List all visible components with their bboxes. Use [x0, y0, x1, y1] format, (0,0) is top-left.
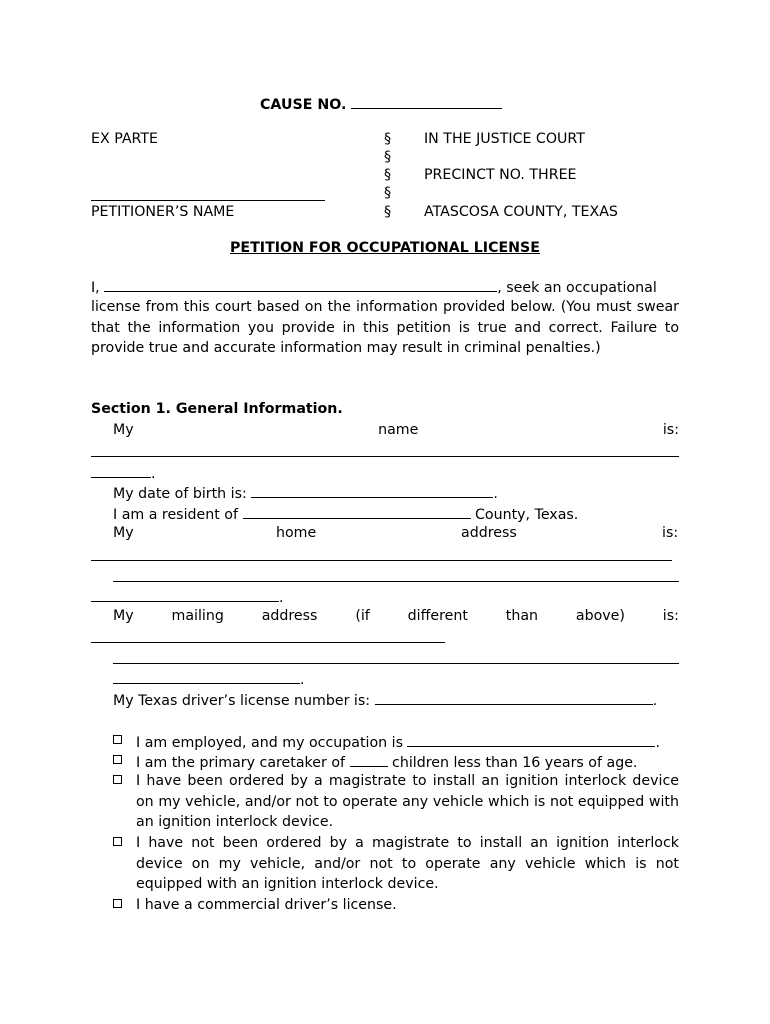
mailing-word: My — [113, 608, 134, 624]
petitioner-name-label: PETITIONER’S NAME — [91, 204, 235, 220]
not-ordered-interlock-label: I have not been ordered by a magistrate to install an ignition interlock device on my vehicle, and/or not to operate any vehicle which is not equipped with an ignition interlock device. — [136, 835, 679, 893]
intro-name-field[interactable] — [104, 276, 497, 292]
dob-label: My date of birth is: — [113, 486, 247, 502]
document-title: PETITION FOR OCCUPATIONAL LICENSE — [230, 240, 540, 256]
employed-checkbox[interactable] — [113, 735, 122, 744]
mailing-address-field-2[interactable] — [113, 663, 679, 664]
period: . — [279, 590, 284, 606]
cause-number-label: CAUSE NO. — [260, 93, 502, 116]
dl-label: My Texas driver’s license number is: — [113, 693, 371, 709]
county-field[interactable] — [243, 503, 471, 519]
children-count-field[interactable] — [350, 751, 388, 767]
home-address-field-1[interactable] — [91, 560, 672, 561]
section-symbol: § — [384, 167, 392, 183]
home-word: is: — [662, 525, 679, 541]
period: . — [652, 693, 658, 709]
employed-label: I am employed, and my occupation is — [136, 735, 403, 751]
section-symbol: § — [384, 204, 392, 220]
mailing-address-field-3[interactable] — [113, 668, 300, 684]
ordered-interlock-label: I have been ordered by a magistrate to install an ignition interlock device on my vehicle, and/or not to operate any vehicle which is not equipped with an ignition interlock device. — [136, 773, 679, 831]
occupation-field[interactable] — [407, 731, 655, 747]
mailing-address-end — [113, 668, 305, 691]
caretaker-label: I am the primary caretaker of — [136, 755, 346, 771]
section-symbol: § — [384, 131, 392, 147]
section-1-heading: Section 1. General Information. — [91, 401, 343, 417]
commercial-license-label: I have a commercial driver’s license. — [136, 897, 397, 913]
mailing-address-line — [113, 606, 679, 627]
name-word: is: — [662, 422, 679, 438]
resident-prefix: I am a resident of — [113, 507, 238, 523]
mailing-word: than — [505, 608, 539, 624]
mailing-word: is: — [662, 608, 679, 624]
dl-line — [113, 689, 657, 712]
mailing-word: mailing — [171, 608, 224, 624]
ex-parte-label: EX PARTE — [91, 131, 159, 147]
court-name: IN THE JUSTICE COURT — [424, 131, 585, 147]
caretaker-checkbox[interactable] — [113, 755, 122, 764]
intro-prefix: I, — [91, 280, 100, 296]
intro-text: license from this court based on the information provided below. (You must swear that the information you provide in this petition is true and correct. Failure to provide true and accurate information may result in criminal penalties.) — [91, 299, 679, 357]
dob-line — [113, 482, 498, 505]
name-field[interactable] — [91, 456, 679, 457]
intro-suffix: , seek an occupational — [497, 280, 657, 296]
ordered-interlock-checkbox[interactable] — [113, 775, 122, 784]
home-word: My — [113, 525, 134, 541]
not-ordered-interlock-checkbox[interactable] — [113, 837, 122, 846]
commercial-license-checkbox[interactable] — [113, 899, 122, 908]
mailing-word: (if — [355, 608, 370, 624]
period: . — [151, 466, 156, 482]
period: . — [493, 486, 498, 502]
county-name: ATASCOSA COUNTY, TEXAS — [424, 204, 618, 220]
cause-number-field[interactable] — [351, 93, 502, 109]
period: . — [655, 735, 660, 751]
petitioner-name-field[interactable] — [91, 200, 325, 201]
section-symbol: § — [384, 185, 392, 201]
mailing-word: above) — [575, 608, 625, 624]
caretaker-suffix: children less than 16 years of age. — [392, 755, 638, 771]
home-address-field-2[interactable] — [113, 581, 679, 582]
home-address-field-3[interactable] — [91, 586, 279, 602]
precinct-name: PRECINCT NO. THREE — [424, 167, 577, 183]
mailing-address-field-1[interactable] — [91, 642, 445, 643]
mailing-word: address — [261, 608, 318, 624]
name-word: name — [378, 422, 419, 438]
name-field-continuation[interactable] — [91, 462, 151, 478]
name-line — [113, 420, 679, 441]
period: . — [300, 672, 305, 688]
resident-suffix: County, Texas. — [475, 507, 579, 523]
dob-field[interactable] — [251, 482, 493, 498]
dl-number-field[interactable] — [375, 689, 653, 705]
name-word: My — [113, 422, 134, 438]
intro-first-line — [91, 276, 679, 299]
mailing-word: different — [407, 608, 468, 624]
home-word: address — [461, 525, 517, 541]
section-symbol: § — [384, 149, 392, 165]
home-word: home — [276, 525, 317, 541]
